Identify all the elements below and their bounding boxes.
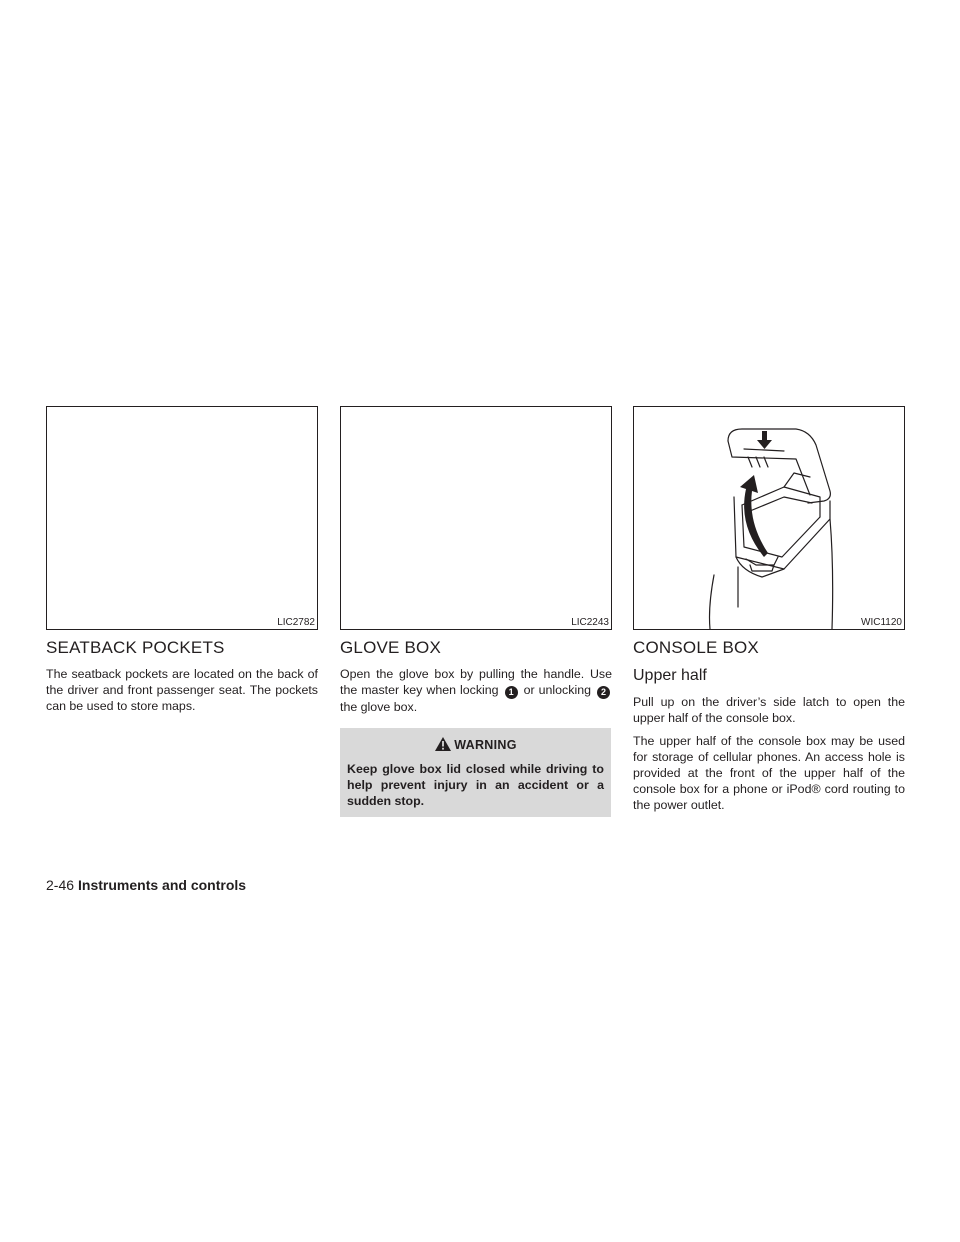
figure-code: LIC2243 — [567, 617, 611, 629]
figure-code: LIC2782 — [273, 617, 317, 629]
seatback-figure — [46, 406, 318, 630]
body-text: The seatback pockets are located on the back of the driver and front passenger seat. The pockets can be used to store maps. — [46, 667, 318, 713]
section-title: CONSOLE BOX — [633, 638, 759, 657]
console-box-column — [633, 406, 905, 813]
subsection-title: Upper half — [633, 667, 707, 684]
warning-triangle-icon — [434, 736, 452, 752]
body-text-part: Open the glove box by pulling the handle. Use the master key when locking — [340, 667, 612, 697]
body-text: The upper half of the console box may be used for storage of cellular phones. An access hole is provided at the front of the upper half of the console box for a phone or iPod® cord routing to the power outlet. — [633, 734, 905, 812]
console-box-figure — [633, 406, 905, 630]
body-text-part: or unlocking — [523, 683, 591, 697]
warning-heading — [347, 736, 604, 753]
section-title: SEATBACK POCKETS — [46, 638, 225, 657]
body-text — [340, 666, 612, 715]
warning-label: WARNING — [454, 738, 517, 752]
glove-box-column — [340, 406, 612, 817]
marker-2-icon: 2 — [597, 686, 610, 699]
figure-code: WIC1120 — [857, 617, 904, 629]
page-number: 2-46 — [46, 877, 75, 893]
marker-1-icon: 1 — [505, 686, 518, 699]
body-text-part: the glove box. — [340, 700, 418, 714]
seatback-pockets-column — [46, 406, 318, 714]
page-footer — [46, 876, 246, 894]
warning-box — [340, 728, 611, 817]
section-title: GLOVE BOX — [340, 638, 442, 657]
console-box-illustration — [634, 407, 904, 629]
section-name: Instruments and controls — [78, 877, 247, 893]
body-text: Pull up on the driver’s side latch to open the upper half of the console box. — [633, 695, 905, 725]
warning-text: Keep glove box lid closed while driving to help prevent injury in an accident or a sudden stop. — [347, 762, 604, 808]
glove-box-figure — [340, 406, 612, 630]
